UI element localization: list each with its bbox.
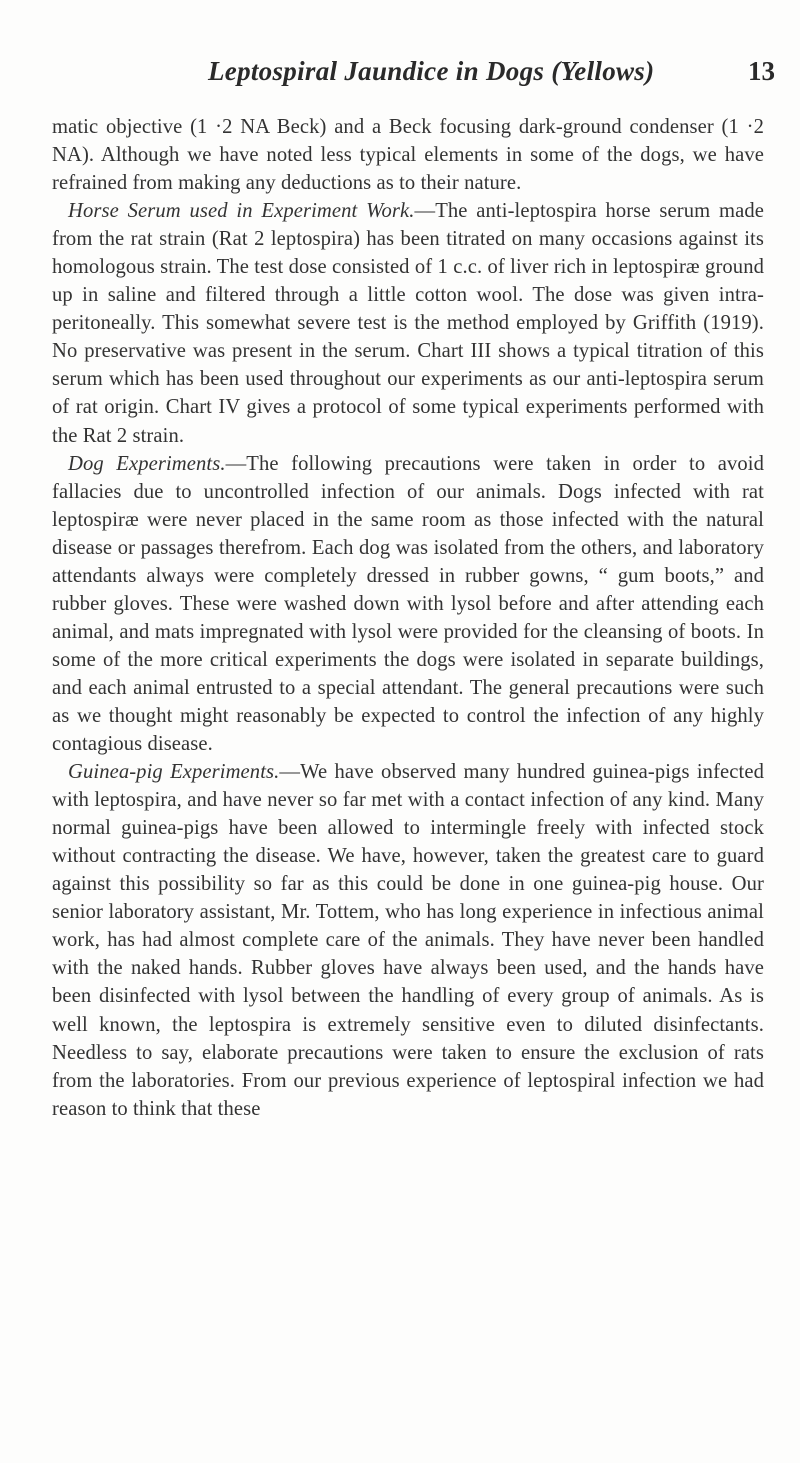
body-text — [52, 113, 764, 1123]
section-heading: Guinea-pig Experiments. — [68, 761, 280, 784]
paragraph-text: matic objective (1 ·2 NA Beck) and a Beck focusing dark-ground condenser (1 ·2 NA). Although we have noted less typical elements in some of the dogs, we have refrained from making any deductions as to their nature. — [52, 116, 764, 195]
page-number: 13 — [748, 56, 775, 86]
paragraph-text: —The anti-leptospira horse serum made from the rat strain (Rat 2 leptospira) has been titrated on many occasions against its homologous strain. The test dose consisted of 1 c.c. of liver rich in leptospiræ ground up in saline and filtered through a little cotton wool. The dose was given intra-peritoneally. This somewhat severe test is the method employed by Griffith (1919). No preservative was present in the serum. Chart III shows a typical titration of this serum which has been used throughout our experiments as our anti-leptospira serum of rat origin. Chart IV gives a protocol of some typical experiments performed with the Rat 2 strain. — [52, 200, 764, 447]
paragraph-horse-serum — [52, 197, 764, 449]
section-heading: Horse Serum used in Experiment Work. — [68, 200, 415, 223]
paragraph-guinea-pig-experiments — [52, 758, 764, 1123]
section-heading: Dog Experiments. — [68, 452, 226, 475]
paragraph-continuation — [52, 113, 764, 197]
paragraph-dog-experiments — [52, 450, 764, 759]
running-head-title: Leptospiral Jaundice in Dogs (Yellows) — [208, 56, 655, 86]
running-head — [0, 56, 800, 96]
paragraph-text: —The following precautions were taken in order to avoid fallacies due to uncontrolled infection of our animals. Dogs infected with rat leptospiræ were never placed in the same room as those infected with the natural disease or passages therefrom. Each dog was isolated from the others, and laboratory attendants always were completely dressed in rubber gowns, “ gum boots,” and rubber gloves. These were washed down with lysol before and after attending each animal, and mats impregnated with lysol were provided for the cleansing of boots. In some of the more critical experiments the dogs were isolated in separate buildings, and each animal entrusted to a special attendant. The general precautions were such as we thought might reasonably be expected to control the infection of any highly contagious disease. — [52, 452, 764, 756]
paragraph-text: —We have observed many hundred guinea-pigs infected with leptospira, and have never so far met with a contact infection of any kind. Many normal guinea-pigs have been allowed to intermingle freely with infected stock without contracting the disease. We have, however, taken the greatest care to guard against this possibility so far as this could be done in one guinea-pig house. Our senior laboratory assistant, Mr. Tottem, who has long experience in infectious animal work, has had almost complete care of the animals. They have never been handled with the naked hands. Rubber gloves have always been used, and the hands have been disinfected with lysol between the handling of every group of animals. As is well known, the leptospira is extremely sensitive even to diluted disinfectants. Needless to say, elaborate precautions were taken to ensure the exclusion of rats from the laboratories. From our previous experience of leptospiral infection we had reason to think that these — [52, 761, 764, 1120]
